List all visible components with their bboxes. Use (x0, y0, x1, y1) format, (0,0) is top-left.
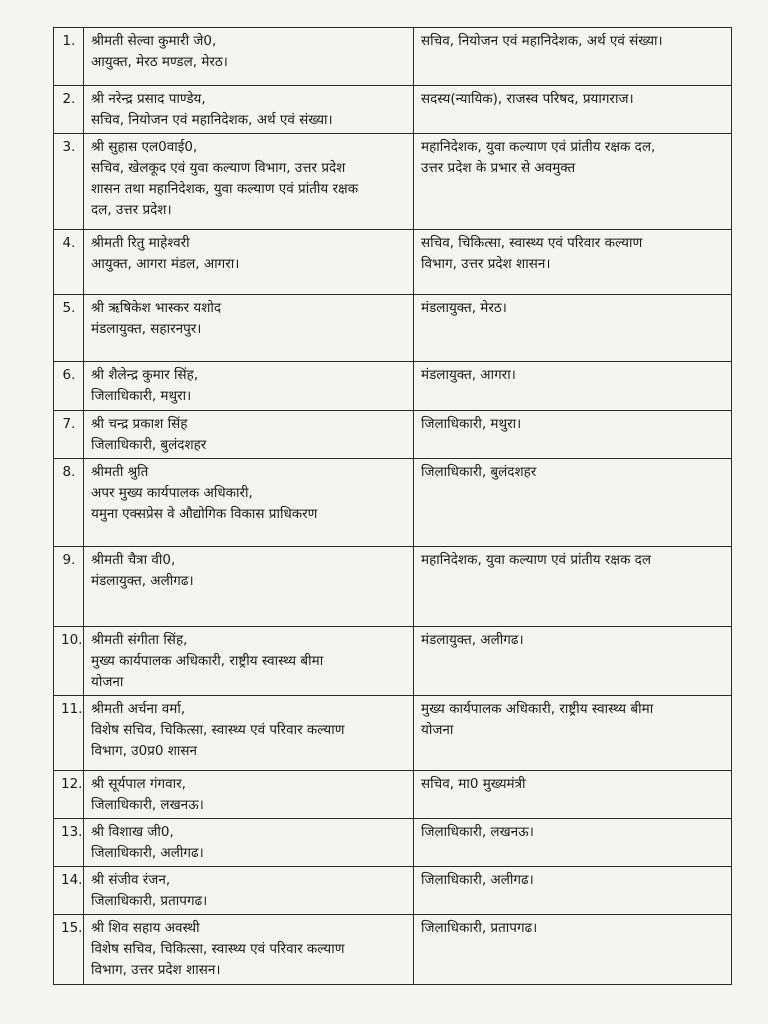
officer-current-post-cell (84, 915, 414, 985)
new-posting-line: जिलाधिकारी, मथुरा। (421, 416, 522, 432)
new-posting-line: मंडलायुक्त, आगरा। (421, 367, 516, 383)
new-posting-line: महानिदेशक, युवा कल्याण एवं प्रांतीय रक्षक दल, (421, 139, 656, 155)
current-post-line: विशेष सचिव, चिकित्सा, स्वास्थ्य एवं परिवार कल्याण (91, 722, 345, 738)
new-posting-line: मंडलायुक्त, अलीगढ। (421, 632, 524, 648)
current-post-line: योजना (91, 674, 124, 690)
new-posting-cell (414, 86, 732, 134)
table-row (54, 295, 732, 362)
new-posting-line: जिलाधिकारी, प्रतापगढ। (421, 920, 538, 936)
officer-name: श्रीमती चैत्रा वी0, (91, 552, 176, 568)
current-post-line: विभाग, उत्तर प्रदेश शासन। (91, 962, 221, 978)
officer-name: श्रीमती सेल्वा कुमारी जे0, (91, 33, 217, 49)
new-posting-cell (414, 459, 732, 547)
officer-name: श्रीमती श्रुति (91, 464, 149, 480)
serial-number: 8. (54, 459, 84, 547)
serial-number: 14. (54, 867, 84, 915)
table-row (54, 819, 732, 867)
officer-name: श्रीमती रितु माहेश्वरी (91, 235, 190, 251)
officer-name: श्रीमती संगीता सिंह, (91, 632, 188, 648)
new-posting-cell (414, 819, 732, 867)
table-row (54, 547, 732, 627)
current-post-line: आयुक्त, मेरठ मण्डल, मेरठ। (91, 54, 228, 70)
serial-number: 5. (54, 295, 84, 362)
current-post-line: जिलाधिकारी, मथुरा। (91, 388, 192, 404)
serial-number: 7. (54, 411, 84, 459)
current-post-line: अपर मुख्य कार्यपालक अधिकारी, (91, 485, 253, 501)
table-row (54, 411, 732, 459)
new-posting-line: मंडलायुक्त, मेरठ। (421, 300, 507, 316)
officer-current-post-cell (84, 295, 414, 362)
table-row (54, 915, 732, 985)
current-post-line: जिलाधिकारी, प्रतापगढ। (91, 893, 208, 909)
officer-current-post-cell (84, 547, 414, 627)
officer-current-post-cell (84, 696, 414, 771)
current-post-line: यमुना एक्सप्रेस वे औद्योगिक विकास प्राधिकरण (91, 506, 318, 522)
table-row (54, 459, 732, 547)
transfer-table (53, 27, 732, 985)
new-posting-cell (414, 134, 732, 230)
new-posting-cell (414, 230, 732, 295)
current-post-line: सचिव, खेलकूद एवं युवा कल्याण विभाग, उत्तर प्रदेश (91, 160, 346, 176)
current-post-line: विशेष सचिव, चिकित्सा, स्वास्थ्य एवं परिवार कल्याण (91, 941, 345, 957)
serial-number: 9. (54, 547, 84, 627)
new-posting-line: उत्तर प्रदेश के प्रभार से अवमुक्त (421, 160, 576, 176)
current-post-line: जिलाधिकारी, लखनऊ। (91, 797, 204, 813)
table-row (54, 771, 732, 819)
new-posting-cell (414, 915, 732, 985)
new-posting-line: सचिव, मा0 मुख्यमंत्री (421, 776, 526, 792)
new-posting-line: जिलाधिकारी, अलीगढ। (421, 872, 534, 888)
officer-name: श्री शिव सहाय अवस्थी (91, 920, 200, 936)
current-post-line: शासन तथा महानिदेशक, युवा कल्याण एवं प्रांतीय रक्षक (91, 181, 359, 197)
new-posting-cell (414, 28, 732, 86)
current-post-line: आयुक्त, आगरा मंडल, आगरा। (91, 256, 240, 272)
table-row (54, 627, 732, 696)
new-posting-line: विभाग, उत्तर प्रदेश शासन। (421, 256, 551, 272)
officer-current-post-cell (84, 230, 414, 295)
serial-number: 3. (54, 134, 84, 230)
officer-current-post-cell (84, 867, 414, 915)
officer-current-post-cell (84, 459, 414, 547)
new-posting-cell (414, 362, 732, 411)
officer-name: श्री सूर्यपाल गंगवार, (91, 776, 186, 792)
officer-name: श्रीमती अर्चना वर्मा, (91, 701, 186, 717)
new-posting-line: जिलाधिकारी, बुलंदशहर (421, 464, 537, 480)
officer-name: श्री ऋषिकेश भास्कर यशोद (91, 300, 222, 316)
new-posting-line: सदस्य(न्यायिक), राजस्व परिषद, प्रयागराज। (421, 91, 634, 107)
new-posting-cell (414, 411, 732, 459)
current-post-line: जिलाधिकारी, बुलंदशहर (91, 437, 207, 453)
serial-number: 2. (54, 86, 84, 134)
officer-current-post-cell (84, 362, 414, 411)
serial-number: 12. (54, 771, 84, 819)
current-post-line: जिलाधिकारी, अलीगढ। (91, 845, 204, 861)
table-row (54, 28, 732, 86)
new-posting-line: महानिदेशक, युवा कल्याण एवं प्रांतीय रक्षक दल (421, 552, 652, 568)
officer-current-post-cell (84, 627, 414, 696)
officer-name: श्री चन्द्र प्रकाश सिंह (91, 416, 188, 432)
new-posting-cell (414, 867, 732, 915)
new-posting-line: जिलाधिकारी, लखनऊ। (421, 824, 534, 840)
new-posting-cell (414, 295, 732, 362)
officer-current-post-cell (84, 28, 414, 86)
officer-name: श्री नरेन्द्र प्रसाद पाण्डेय, (91, 91, 206, 107)
officer-name: श्री शैलेन्द्र कुमार सिंह, (91, 367, 199, 383)
transfer-table-body (54, 28, 732, 985)
officer-name: श्री विशाख जी0, (91, 824, 174, 840)
current-post-line: मंडलायुक्त, सहारनपुर। (91, 321, 202, 337)
officer-name: श्री संजीव रंजन, (91, 872, 171, 888)
serial-number: 10. (54, 627, 84, 696)
new-posting-line: सचिव, नियोजन एवं महानिदेशक, अर्थ एवं संख्या। (421, 33, 663, 49)
officer-current-post-cell (84, 771, 414, 819)
new-posting-line: योजना (421, 722, 454, 738)
officer-current-post-cell (84, 819, 414, 867)
new-posting-line: मुख्य कार्यपालक अधिकारी, राष्ट्रीय स्वास्थ्य बीमा (421, 701, 654, 717)
officer-current-post-cell (84, 411, 414, 459)
table-row (54, 86, 732, 134)
serial-number: 6. (54, 362, 84, 411)
serial-number: 13. (54, 819, 84, 867)
current-post-line: सचिव, नियोजन एवं महानिदेशक, अर्थ एवं संख्या। (91, 112, 333, 128)
serial-number: 11. (54, 696, 84, 771)
table-row (54, 134, 732, 230)
current-post-line: मंडलायुक्त, अलीगढ। (91, 573, 194, 589)
officer-current-post-cell (84, 86, 414, 134)
new-posting-line: सचिव, चिकित्सा, स्वास्थ्य एवं परिवार कल्याण (421, 235, 643, 251)
officer-name: श्री सुहास एल0वाई0, (91, 139, 198, 155)
serial-number: 15. (54, 915, 84, 985)
new-posting-cell (414, 627, 732, 696)
current-post-line: दल, उत्तर प्रदेश। (91, 202, 172, 218)
serial-number: 4. (54, 230, 84, 295)
new-posting-cell (414, 771, 732, 819)
table-row (54, 230, 732, 295)
table-row (54, 696, 732, 771)
current-post-line: विभाग, उ0प्र0 शासन (91, 743, 198, 759)
new-posting-cell (414, 547, 732, 627)
table-row (54, 362, 732, 411)
officer-current-post-cell (84, 134, 414, 230)
table-row (54, 867, 732, 915)
new-posting-cell (414, 696, 732, 771)
current-post-line: मुख्य कार्यपालक अधिकारी, राष्ट्रीय स्वास्थ्य बीमा (91, 653, 324, 669)
serial-number: 1. (54, 28, 84, 86)
